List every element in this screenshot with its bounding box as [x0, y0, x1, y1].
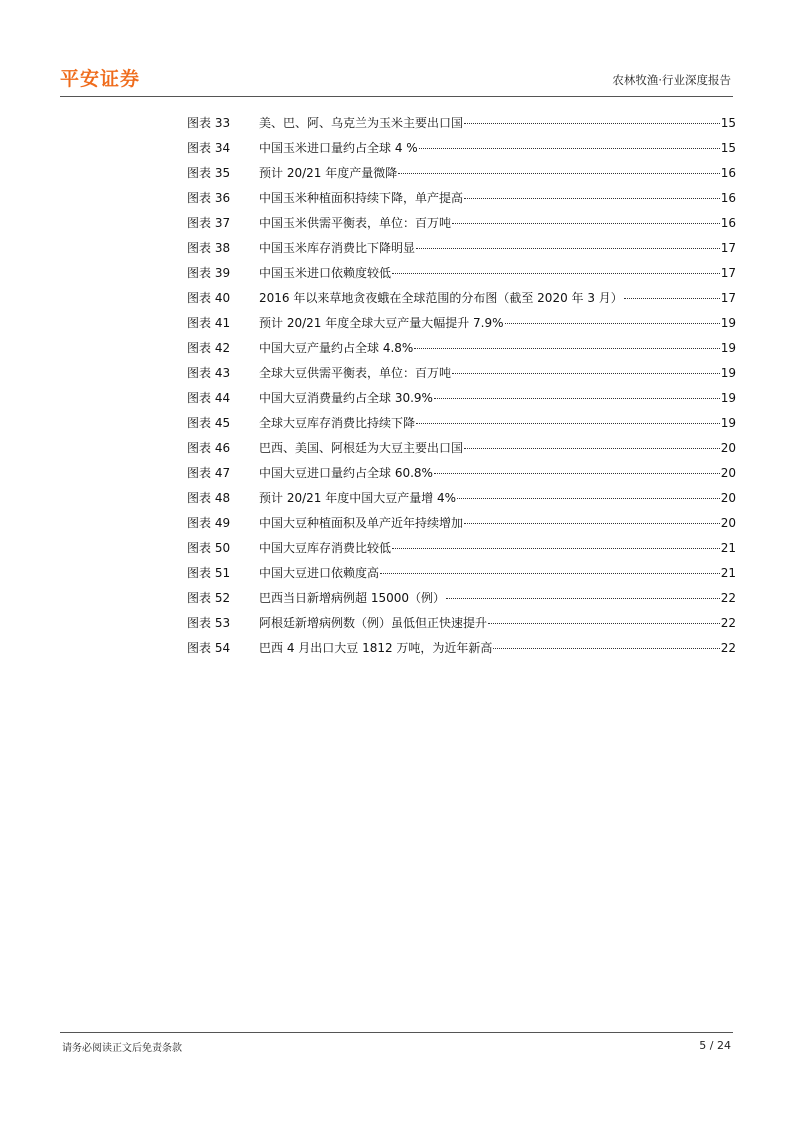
toc-entry-page: 15 — [720, 116, 736, 130]
toc-entry-number: 图表 50 — [187, 541, 231, 555]
toc-leader-dots — [457, 498, 720, 499]
toc-leader-dots — [452, 373, 720, 374]
toc-entry-number: 图表 38 — [187, 241, 231, 255]
toc-entry[interactable] — [187, 489, 736, 514]
toc-entry-number: 图表 42 — [187, 341, 231, 355]
toc-entry-title: 预计 20/21 年度产量微降 — [259, 166, 398, 180]
toc-entry[interactable] — [187, 539, 736, 564]
toc-entry-title: 2016 年以来草地贪夜蛾在全球范围的分布图（截至 2020 年 3 月） — [259, 291, 623, 305]
toc-entry[interactable] — [187, 114, 736, 139]
toc-entry-number: 图表 44 — [187, 391, 231, 405]
toc-entry[interactable] — [187, 214, 736, 239]
footer-divider — [60, 1032, 733, 1033]
toc-entry-page: 17 — [720, 291, 736, 305]
toc-entry-page: 19 — [720, 416, 736, 430]
report-category: 农林牧渔·行业深度报告 — [612, 73, 731, 87]
toc-leader-dots — [416, 423, 720, 424]
toc-entry-title: 中国玉米库存消费比下降明显 — [259, 241, 416, 255]
toc-entry-title: 巴西当日新增病例超 15000（例） — [259, 591, 445, 605]
toc-entry-title: 中国玉米进口依赖度较低 — [259, 266, 392, 280]
toc-leader-dots — [505, 323, 720, 324]
toc-entry-number: 图表 40 — [187, 291, 231, 305]
toc-entry-number: 图表 48 — [187, 491, 231, 505]
toc-entry-number: 图表 33 — [187, 116, 231, 130]
toc-entry-number: 图表 34 — [187, 141, 231, 155]
toc-entry-title: 中国大豆库存消费比较低 — [259, 541, 392, 555]
toc-entry[interactable] — [187, 639, 736, 664]
toc-entry-number: 图表 54 — [187, 641, 231, 655]
toc-entry-number: 图表 37 — [187, 216, 231, 230]
toc-entry[interactable] — [187, 589, 736, 614]
toc-entry-page: 16 — [720, 166, 736, 180]
toc-entry-page: 22 — [720, 641, 736, 655]
toc-entry[interactable] — [187, 339, 736, 364]
toc-entry-page: 20 — [720, 491, 736, 505]
toc-entry-title: 巴西 4 月出口大豆 1812 万吨，为近年新高 — [259, 641, 493, 655]
toc-entry-page: 20 — [720, 466, 736, 480]
toc-entry-number: 图表 39 — [187, 266, 231, 280]
toc-entry-title: 全球大豆库存消费比持续下降 — [259, 416, 416, 430]
toc-entry-page: 20 — [720, 441, 736, 455]
toc-entry-number: 图表 53 — [187, 616, 231, 630]
toc-entry[interactable] — [187, 614, 736, 639]
toc-entry-page: 19 — [720, 341, 736, 355]
toc-entry-page: 15 — [720, 141, 736, 155]
toc-entry[interactable] — [187, 414, 736, 439]
toc-entry-number: 图表 43 — [187, 366, 231, 380]
toc-entry[interactable] — [187, 289, 736, 314]
toc-entry-number: 图表 41 — [187, 316, 231, 330]
toc-entry-number: 图表 35 — [187, 166, 231, 180]
toc-entry[interactable] — [187, 314, 736, 339]
toc-entry-number: 图表 51 — [187, 566, 231, 580]
toc-leader-dots — [392, 548, 720, 549]
toc-entry-title: 中国玉米种植面积持续下降，单产提高 — [259, 191, 464, 205]
toc-leader-dots — [398, 173, 720, 174]
toc-entry-page: 19 — [720, 391, 736, 405]
toc-entry-page: 19 — [720, 316, 736, 330]
toc-leader-dots — [446, 598, 720, 599]
toc-entry-title: 美、巴、阿、乌克兰为玉米主要出口国 — [259, 116, 464, 130]
toc-entry-title: 中国大豆进口量约占全球 60.8% — [259, 466, 433, 480]
header-divider — [60, 96, 733, 97]
toc-entry[interactable] — [187, 439, 736, 464]
toc-leader-dots — [493, 648, 719, 649]
toc-entry[interactable] — [187, 564, 736, 589]
brand-logo: 平安证券 — [60, 68, 141, 90]
toc-entry-title: 中国大豆种植面积及单产近年持续增加 — [259, 516, 464, 530]
toc-leader-dots — [488, 623, 720, 624]
toc-entry-number: 图表 49 — [187, 516, 231, 530]
toc-leader-dots — [452, 223, 720, 224]
disclaimer-text: 请务必阅读正文后免责条款 — [62, 1043, 182, 1054]
toc-entry-number: 图表 46 — [187, 441, 231, 455]
toc-entry-title: 中国玉米进口量约占全球 4 % — [259, 141, 418, 155]
toc-leader-dots — [392, 273, 720, 274]
toc-entry[interactable] — [187, 164, 736, 189]
toc-leader-dots — [419, 148, 720, 149]
toc-entry[interactable] — [187, 189, 736, 214]
toc-entry-title: 预计 20/21 年度全球大豆产量大幅提升 7.9% — [259, 316, 504, 330]
toc-entry-page: 19 — [720, 366, 736, 380]
toc-entry[interactable] — [187, 389, 736, 414]
toc-leader-dots — [416, 248, 720, 249]
toc-entry[interactable] — [187, 139, 736, 164]
toc-entry-title: 中国玉米供需平衡表，单位：百万吨 — [259, 216, 452, 230]
toc-entry-number: 图表 45 — [187, 416, 231, 430]
toc-entry-page: 22 — [720, 616, 736, 630]
toc-entry[interactable] — [187, 464, 736, 489]
toc-entry-title: 中国大豆产量约占全球 4.8% — [259, 341, 414, 355]
toc-leader-dots — [414, 348, 719, 349]
table-of-figures — [187, 114, 736, 664]
toc-leader-dots — [434, 398, 720, 399]
toc-entry-page: 22 — [720, 591, 736, 605]
toc-entry-number: 图表 52 — [187, 591, 231, 605]
toc-entry-number: 图表 47 — [187, 466, 231, 480]
toc-entry-page: 17 — [720, 241, 736, 255]
page-indicator: 5 / 24 — [699, 1039, 731, 1052]
toc-entry-page: 21 — [720, 566, 736, 580]
toc-leader-dots — [434, 473, 720, 474]
toc-entry-title: 阿根廷新增病例数（例）虽低但正快速提升 — [259, 616, 488, 630]
toc-entry-page: 21 — [720, 541, 736, 555]
toc-entry-title: 巴西、美国、阿根廷为大豆主要出口国 — [259, 441, 464, 455]
toc-leader-dots — [380, 573, 720, 574]
toc-entry-title: 中国大豆进口依赖度高 — [259, 566, 380, 580]
toc-entry-page: 16 — [720, 216, 736, 230]
toc-leader-dots — [464, 448, 720, 449]
toc-entry[interactable] — [187, 364, 736, 389]
toc-entry[interactable] — [187, 264, 736, 289]
toc-leader-dots — [464, 198, 720, 199]
toc-entry-title: 中国大豆消费量约占全球 30.9% — [259, 391, 433, 405]
toc-entry-title: 全球大豆供需平衡表，单位：百万吨 — [259, 366, 452, 380]
toc-entry-page: 16 — [720, 191, 736, 205]
toc-leader-dots — [464, 523, 720, 524]
toc-entry-number: 图表 36 — [187, 191, 231, 205]
toc-entry-page: 17 — [720, 266, 736, 280]
toc-entry[interactable] — [187, 514, 736, 539]
toc-leader-dots — [624, 298, 720, 299]
toc-entry-title: 预计 20/21 年度中国大豆产量增 4% — [259, 491, 457, 505]
toc-leader-dots — [464, 123, 720, 124]
toc-entry-page: 20 — [720, 516, 736, 530]
toc-entry[interactable] — [187, 239, 736, 264]
